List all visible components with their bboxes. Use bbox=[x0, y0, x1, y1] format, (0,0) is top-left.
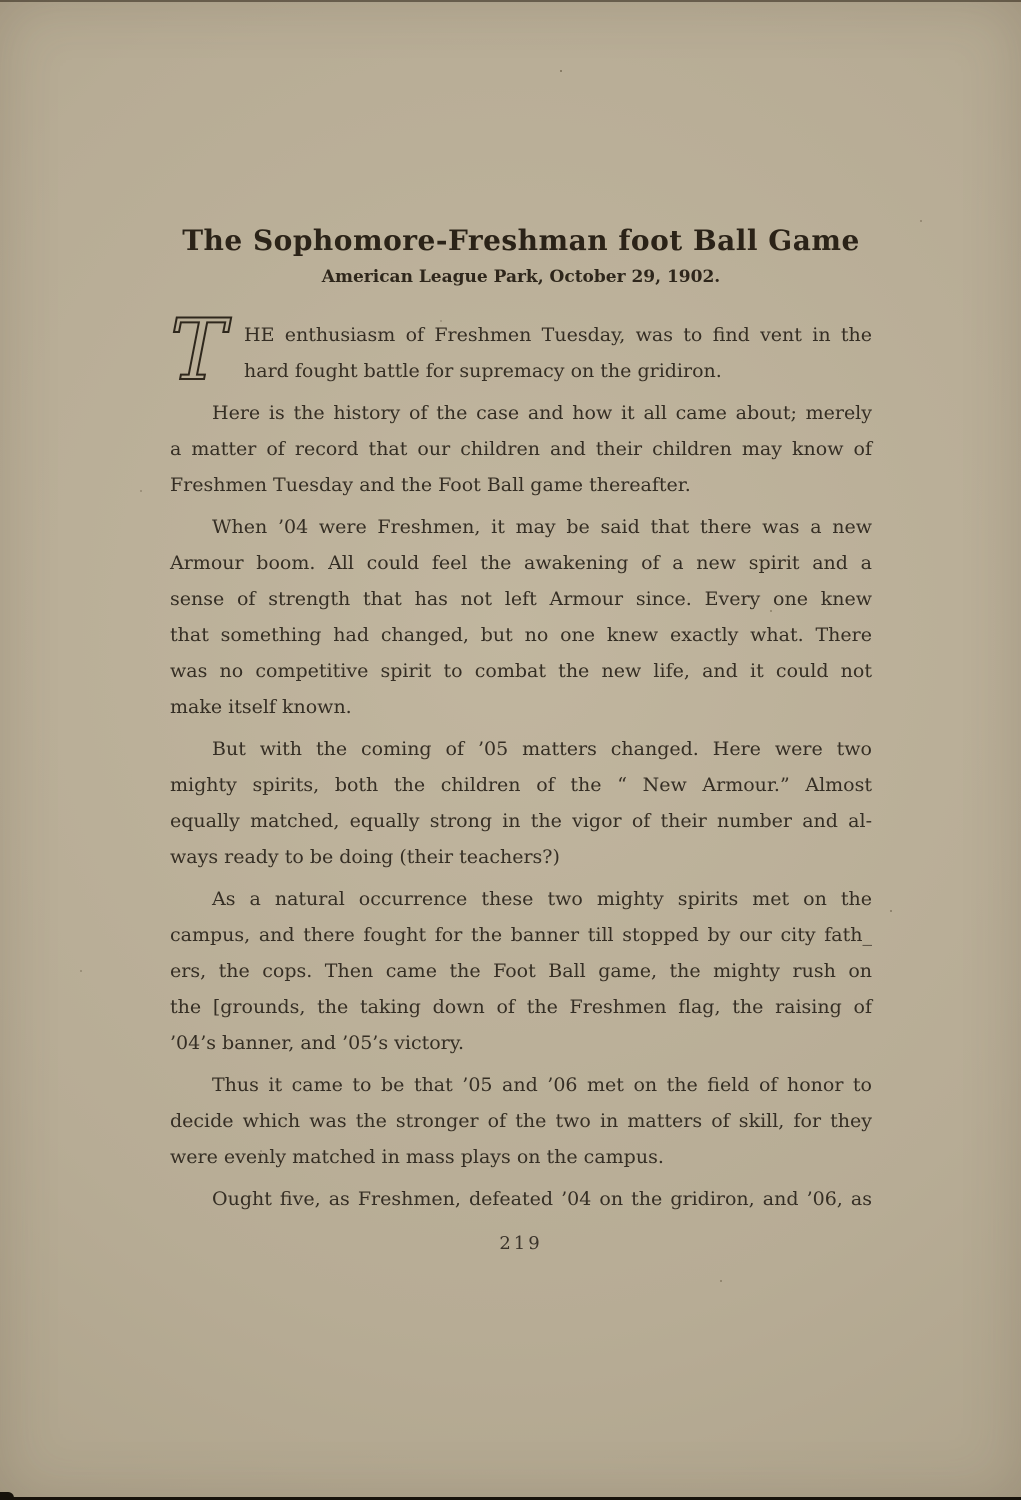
text-line: Thus it came to be that ’05 and ’06 met on the field of honor to bbox=[212, 1074, 872, 1096]
text-line: Ought five, as Freshmen, defeated ’04 on the gridiron, and ’06, as bbox=[212, 1188, 872, 1210]
text-line: ers, the cops. Then came the Foot Ball game, the mighty rush on bbox=[170, 960, 872, 982]
text-line: mighty spirits, both the children of the “ New Armour.” Almost bbox=[170, 774, 872, 796]
text-line: But with the coming of ’05 matters changed. Here were two bbox=[212, 738, 872, 760]
page-number: 219 bbox=[499, 1233, 543, 1254]
text-line: When ’04 were Freshmen, it may be said that there was a new bbox=[212, 516, 872, 538]
text-line: As a natural occurrence these two mighty spirits met on the bbox=[212, 888, 872, 910]
paragraph bbox=[170, 509, 872, 725]
paragraph bbox=[170, 731, 872, 875]
text-line: hard fought battle for supremacy on the gridiron. bbox=[244, 360, 722, 382]
text-line: make itself known. bbox=[170, 696, 352, 718]
text-line: ways ready to be doing (their teachers?) bbox=[170, 846, 560, 868]
page-subtitle: American League Park, October 29, 1902. bbox=[321, 267, 721, 287]
text-line: equally matched, equally strong in the vigor of their number and al- bbox=[170, 810, 872, 832]
paragraph bbox=[170, 395, 872, 503]
page-content bbox=[170, 0, 872, 1254]
text-line: Here is the history of the case and how it all came about; merely bbox=[212, 402, 872, 424]
text-line: decide which was the stronger of the two in matters of skill, for they bbox=[170, 1110, 872, 1132]
text-line: ’04’s banner, and ’05’s victory. bbox=[170, 1032, 464, 1054]
paragraph bbox=[170, 881, 872, 1061]
paragraphs bbox=[170, 301, 872, 1217]
dropcap-letter: T bbox=[170, 301, 227, 399]
paragraph bbox=[170, 1181, 872, 1217]
text-line: Armour boom. All could feel the awakening of a new spirit and a bbox=[170, 552, 872, 574]
text-line: HE enthusiasm of Freshmen Tuesday, was to find vent in the bbox=[244, 324, 872, 346]
paragraph bbox=[170, 301, 872, 399]
page-title: The Sophomore-Freshman foot Ball Game bbox=[182, 224, 860, 257]
paragraph bbox=[170, 1067, 872, 1175]
text-line: were evenly matched in mass plays on the campus. bbox=[170, 1146, 664, 1168]
text-line: Freshmen Tuesday and the Foot Ball game thereafter. bbox=[170, 474, 691, 496]
text-line: was no competitive spirit to combat the new life, and it could not bbox=[170, 660, 872, 682]
text-line: campus, and there fought for the banner till stopped by our city fath_ bbox=[170, 924, 872, 946]
text-line: sense of strength that has not left Armour since. Every one knew bbox=[170, 588, 872, 610]
text-line: the [grounds, the taking down of the Freshmen flag, the raising of bbox=[170, 996, 872, 1018]
text-line: a matter of record that our children and their children may know of bbox=[170, 438, 872, 460]
text-line: that something had changed, but no one knew exactly what. There bbox=[170, 624, 872, 646]
